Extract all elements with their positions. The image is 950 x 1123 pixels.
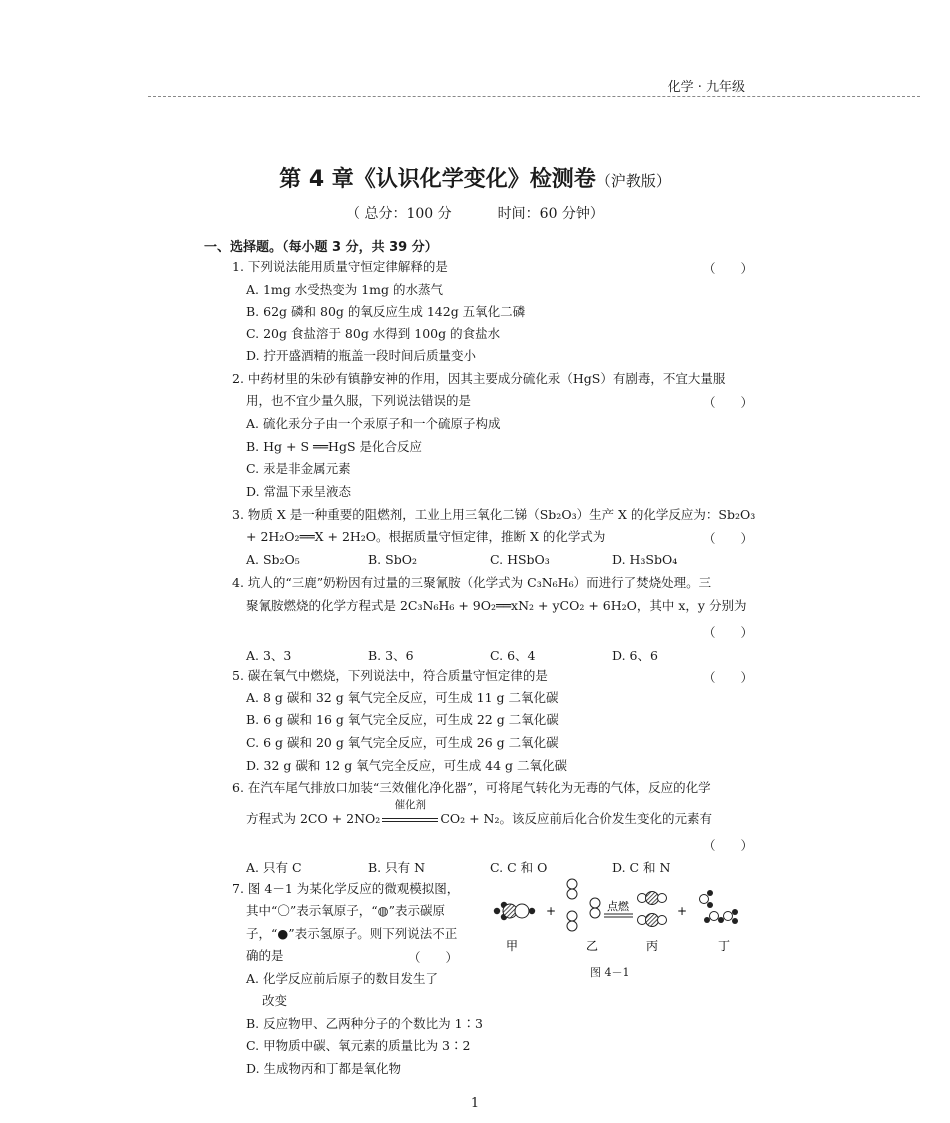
- q5-option-a: A. 8 g 碳和 32 g 氧气完全反应，可生成 11 g 二氧化碳: [246, 690, 559, 705]
- q5-option-d: D. 32 g 碳和 12 g 氧气完全反应，可生成 44 g 二氧化碳: [246, 758, 568, 773]
- title-main: 第 4 章《认识化学变化》检测卷: [279, 167, 596, 192]
- q6-equation-left: 方程式为 2CO + 2NO₂: [246, 811, 381, 826]
- page-number: 1: [470, 1096, 480, 1111]
- q2-stem-line2: 用，也不宜少量久服，下列说法错误的是: [246, 393, 472, 408]
- q5-option-c: C. 6 g 碳和 20 g 氧气完全反应，可生成 26 g 二氧化碳: [246, 735, 559, 750]
- q3-stem-line2: + 2H₂O₂══X + 2H₂O。根据质量守恒定律，推断 X 的化学式为: [246, 529, 606, 544]
- time-limit: 时间：60 分钟）: [497, 206, 604, 222]
- figure-caption: 图 4－1: [590, 966, 630, 979]
- q5-answer-blank[interactable]: （ ）: [703, 670, 754, 685]
- q3-option-a: A. Sb₂O₅: [246, 552, 300, 567]
- q3-option-d: D. H₃SbO₄: [612, 552, 678, 567]
- label-bing: 丙: [645, 939, 659, 953]
- title-edition: （沪教版）: [595, 172, 671, 190]
- q4-stem-line1: 4. 坑人的“三鹿”奶粉因有过量的三聚氰胺（化学式为 C₃N₆H₆）而进行了焚烧处理。三: [232, 575, 712, 590]
- q1-answer-blank[interactable]: （ ）: [703, 261, 754, 276]
- q2-option-d: D. 常温下汞呈液态: [246, 484, 352, 499]
- q4-answer-blank[interactable]: （ ）: [703, 625, 754, 640]
- molecule-yi: [567, 879, 600, 931]
- q1-stem: 1. 下列说法能用质量守恒定律解释的是: [232, 259, 448, 274]
- q6-stem-line2: [246, 799, 713, 827]
- q4-option-a: A. 3、3: [246, 648, 292, 663]
- q2-option-c: C. 汞是非金属元素: [246, 461, 351, 476]
- page-title: [0, 162, 950, 193]
- q7-stem-line4: 确的是: [246, 948, 284, 963]
- q7-stem-line2: 其中“〇”表示氧原子，“◍”表示碳原: [246, 903, 445, 918]
- header-rule: [148, 96, 920, 97]
- q7-stem-line3: 子，“●”表示氢原子。则下列说法不正: [246, 926, 458, 941]
- label-yi: 乙: [585, 939, 599, 953]
- q2-option-b: B. Hg + S ══HgS 是化合反应: [246, 439, 422, 454]
- total-score: （ 总分：100 分: [346, 206, 452, 222]
- q7-answer-blank[interactable]: （ ）: [408, 950, 459, 965]
- q6-answer-blank[interactable]: （ ）: [703, 838, 754, 853]
- q4-option-c: C. 6、4: [490, 648, 536, 663]
- q1-option-a: A. 1mg 水受热变为 1mg 的水蒸气: [246, 282, 444, 297]
- q3-option-c: C. HSbO₃: [490, 552, 550, 567]
- section-heading: 一、选择题。（每小题 3 分，共 39 分）: [204, 240, 438, 255]
- q7-option-b: B. 反应物甲、乙两种分子的个数比为 1∶3: [246, 1016, 484, 1031]
- q7-option-a-line2: 改变: [262, 993, 288, 1008]
- molecule-ding: [700, 890, 739, 924]
- q6-stem-line1: 6. 在汽车尾气排放口加装“三效催化净化器”，可将尾气转化为无毒的气体，反应的化学: [232, 780, 711, 795]
- q7-option-c: C. 甲物质中碳、氧元素的质量比为 3∶2: [246, 1038, 471, 1053]
- label-jia: 甲: [505, 939, 519, 953]
- q5-option-b: B. 6 g 碳和 16 g 氧气完全反应，可生成 22 g 二氧化碳: [246, 712, 559, 727]
- q7-stem-line1: 7. 图 4－1 为某化学反应的微观模拟图，: [232, 881, 460, 896]
- running-header: 化学 · 九年级: [667, 80, 745, 95]
- q3-stem-line1: 3. 物质 X 是一种重要的阻燃剂，工业上用三氧化二锑（Sb₂O₃）生产 X 的化学反应为：Sb₂O₃: [232, 507, 756, 522]
- plus-sign-2: +: [676, 904, 688, 918]
- q6-equation-right: CO₂ + N₂。该反应前后化合价发生变化的元素有: [440, 811, 713, 826]
- q1-option-d: D. 拧开盛酒精的瓶盖一段时间后质量变小: [246, 348, 477, 363]
- catalyst-arrow: [380, 799, 440, 827]
- q5-stem: 5. 碳在氧气中燃烧，下列说法中，符合质量守恒定律的是: [232, 668, 548, 683]
- q6-option-d: D. C 和 N: [612, 860, 671, 875]
- q7-option-d: D. 生成物丙和丁都是氧化物: [246, 1061, 402, 1076]
- q2-option-a: A. 硫化汞分子由一个汞原子和一个硫原子构成: [246, 416, 501, 431]
- q3-option-b: B. SbO₂: [368, 552, 417, 567]
- label-ding: 丁: [717, 939, 731, 953]
- molecule-bing: [638, 892, 667, 927]
- q7-option-a-line1: A. 化学反应前后原子的数目发生了: [246, 971, 438, 986]
- q3-answer-blank[interactable]: （ ）: [703, 531, 754, 546]
- q6-option-a: A. 只有 C: [246, 860, 302, 875]
- q2-stem-line1: 2. 中药材里的朱砂有镇静安神的作用，因其主要成分硫化汞（HgS）有剧毒，不宜大量服: [232, 371, 726, 386]
- plus-sign-1: +: [545, 904, 557, 918]
- exam-info: [0, 203, 950, 223]
- q6-option-b: B. 只有 N: [368, 860, 426, 875]
- q1-option-c: C. 20g 食盐溶于 80g 水得到 100g 的食盐水: [246, 326, 501, 341]
- q2-answer-blank[interactable]: （ ）: [703, 395, 754, 410]
- q1-option-b: B. 62g 磷和 80g 的氧反应生成 142g 五氧化二磷: [246, 304, 526, 319]
- q4-option-b: B. 3、6: [368, 648, 414, 663]
- q4-option-d: D. 6、6: [612, 648, 658, 663]
- q4-stem-line2: 聚氰胺燃烧的化学方程式是 2C₃N₆H₆ + 9O₂══xN₂ + yCO₂ + 6H₂O，其中 x，y 分别为: [246, 598, 747, 613]
- q6-option-c: C. C 和 O: [490, 860, 548, 875]
- molecule-jia: [494, 902, 535, 920]
- catalyst-label: 催化剂: [394, 799, 427, 811]
- reaction-condition: 点燃: [607, 900, 629, 913]
